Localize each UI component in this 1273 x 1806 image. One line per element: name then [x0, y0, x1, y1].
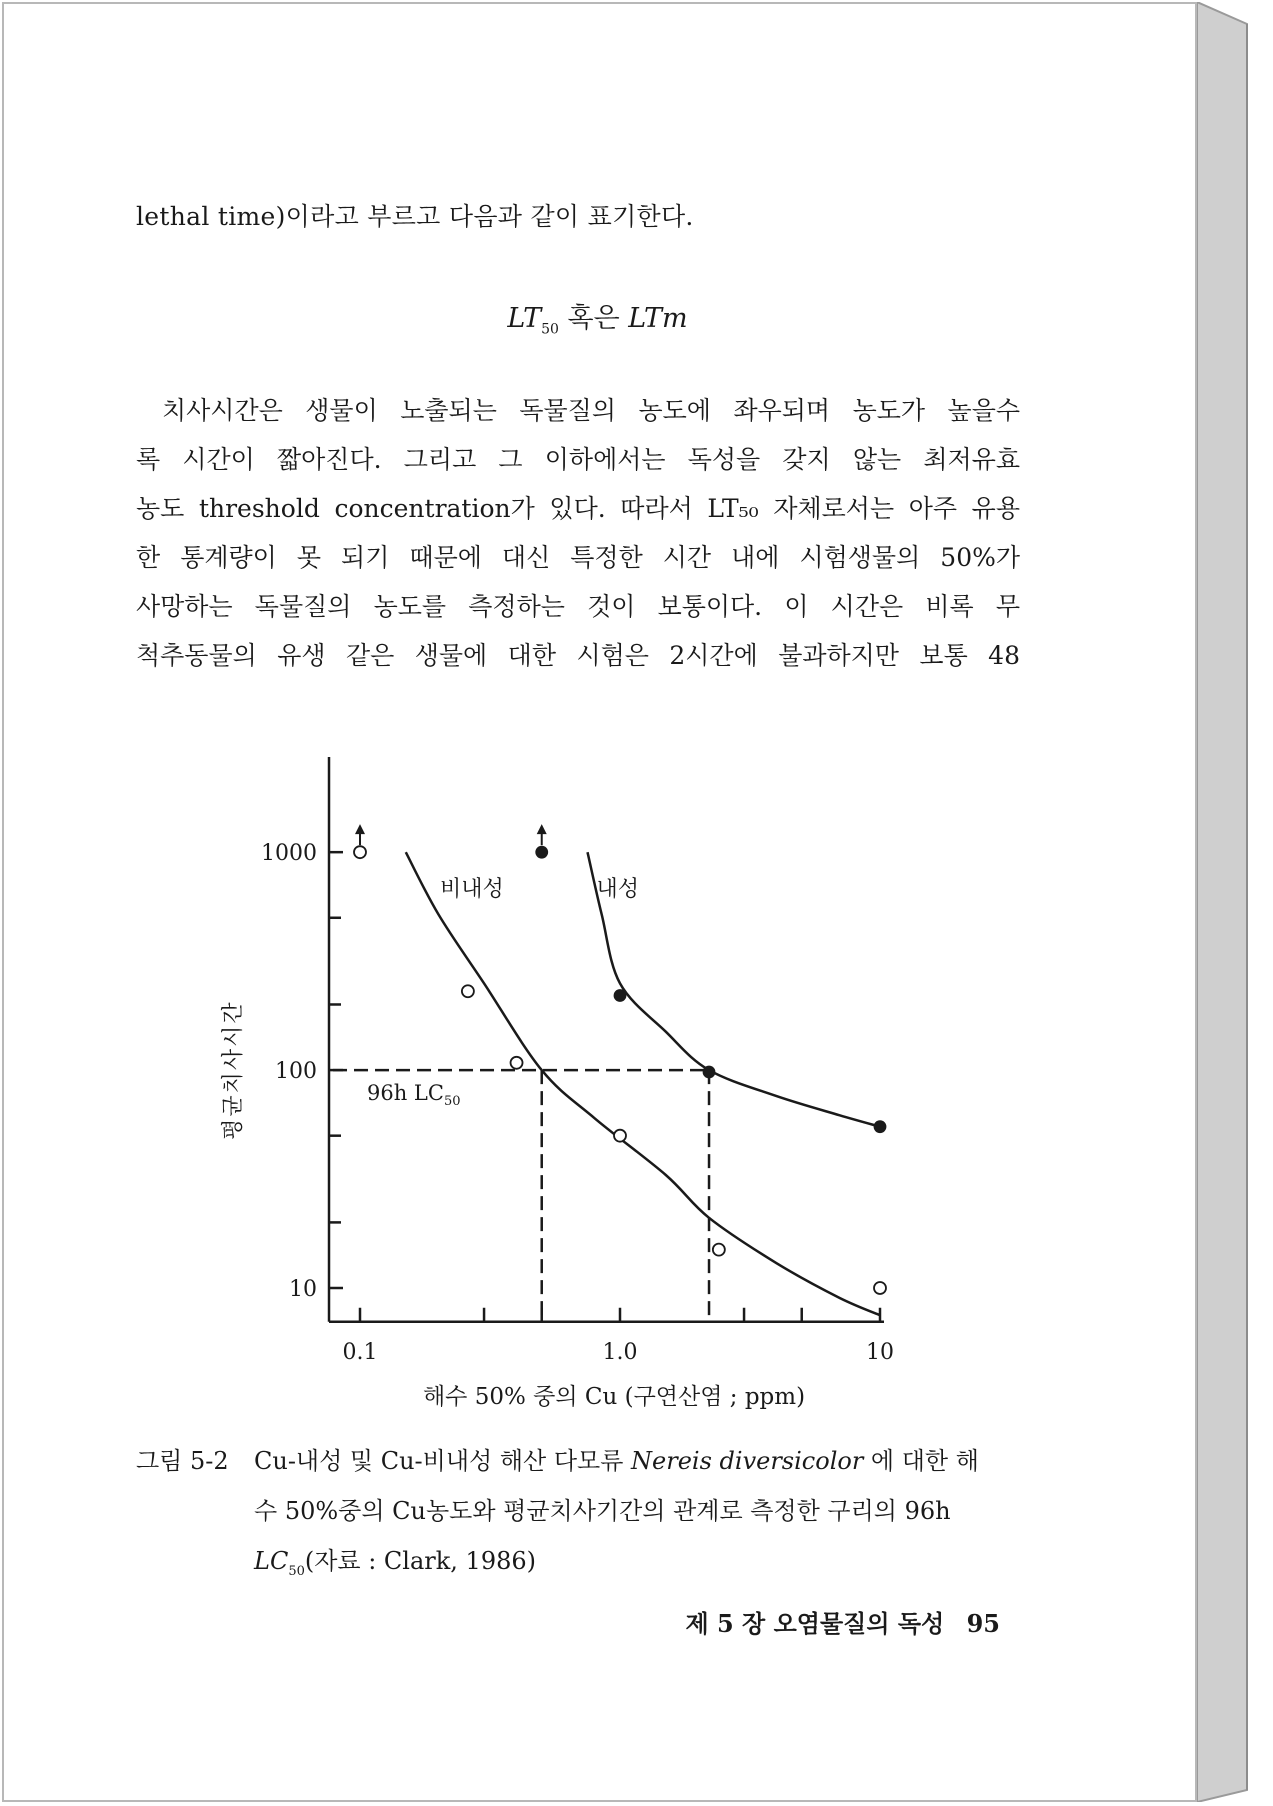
y-tick-label: 1000 [261, 841, 318, 867]
filled-data-point [536, 847, 547, 858]
series-curve [406, 852, 880, 1315]
up-arrow-head [537, 824, 547, 834]
lc50-label-main: 96h LC [367, 1081, 444, 1106]
figure-label: 그림 5-2 [136, 1447, 229, 1475]
open-data-point [462, 985, 474, 997]
open-data-point [511, 1057, 523, 1069]
caption-lc-sub: 50 [288, 1563, 305, 1579]
formula-lt: LT [507, 303, 542, 334]
open-data-point [354, 846, 366, 858]
page-number: 95 [966, 1609, 1000, 1638]
caption-line-2: 수 50%중의 Cu농도와 평균치사기간의 관계로 측정한 구리의 96h [254, 1497, 951, 1525]
open-data-point [713, 1244, 725, 1256]
species-name: Nereis diversicolor [631, 1447, 864, 1475]
caption-line-1 [254, 1436, 1020, 1486]
y-tick-label: 10 [289, 1277, 318, 1302]
para-line: 농도 threshold concentration가 있다. 따라서 LT₅₀ 자체로서는 아주 유용 [136, 494, 1020, 523]
chapter-title: 제 5 장 오염물질의 독성 [685, 1609, 945, 1638]
para-line: 치사시간은 생물이 노출되는 독물질의 농도에 좌우되며 농도가 높을수 [162, 396, 1020, 425]
y-ticks [261, 841, 343, 1302]
x-tick-label: 1.0 [602, 1339, 638, 1365]
caption-line-1-a: Cu-내성 및 Cu-비내성 해산 다모류 [254, 1447, 632, 1475]
para-line: 록 시간이 짧아진다. 그리고 그 이하에서는 독성을 갖지 않는 최저유효 [136, 445, 1020, 474]
open-data-point [614, 1130, 626, 1142]
y-tick-label: 100 [275, 1059, 318, 1085]
y-axis-label: 평균치사시간 [221, 1000, 246, 1140]
series-labels [440, 877, 639, 902]
up-arrow-head [355, 824, 365, 834]
formula-ltm: LTm [628, 303, 688, 334]
x-axis-label: 해수 50% 중의 Cu (구연산염 ; ppm) [422, 1383, 806, 1410]
intro-line: lethal time)이라고 부르고 다음과 같이 표기한다. [136, 202, 694, 231]
caption-body [254, 1436, 1020, 1597]
lc50-label [367, 1081, 460, 1109]
filled-data-point [704, 1066, 715, 1077]
label-resistant: 내성 [596, 876, 639, 902]
caption-source: (자료 : Clark, 1986) [304, 1547, 536, 1575]
x-ticks [343, 1308, 895, 1365]
lc50-guides [333, 1070, 709, 1322]
lc50-label-sub: 50 [443, 1094, 461, 1110]
para-line: 척추동물의 유생 같은 생물에 대한 시험은 2시간에 불과하지만 보통 48 [136, 641, 1020, 670]
x-tick-label: 0.1 [342, 1339, 378, 1365]
filled-data-point [615, 990, 626, 1001]
formula-lt-sub: 50 [541, 321, 559, 338]
formula-connector: 혹은 [558, 303, 629, 334]
caption-line-1-b: 에 대한 해 [863, 1447, 979, 1475]
open-data-point [874, 1282, 886, 1294]
para-line: 사망하는 독물질의 농도를 측정하는 것이 보통이다. 이 시간은 비록 무 [136, 592, 1020, 621]
x-tick-label: 10 [866, 1339, 894, 1365]
label-non-resistant: 비내성 [440, 876, 504, 902]
series-curves [406, 852, 880, 1315]
caption-lc: LC [254, 1547, 289, 1575]
filled-data-point [875, 1121, 886, 1132]
caption-line-3 [254, 1536, 1020, 1597]
page-footer [0, 1604, 1000, 1639]
page-edge-shadow [1197, 2, 1269, 1802]
para-line: 한 통계량이 못 되기 때문에 대신 특정한 시간 내에 시험생물의 50%가 [136, 543, 1020, 572]
